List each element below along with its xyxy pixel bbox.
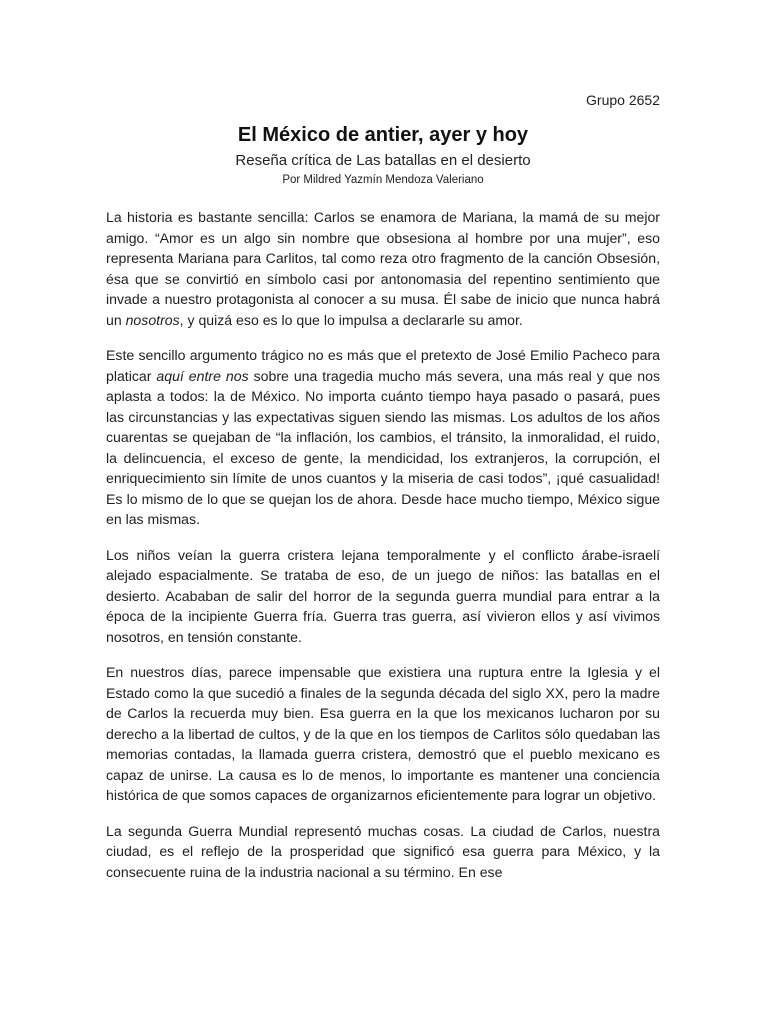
paragraph-1 <box>106 207 660 330</box>
paragraph-4: En nuestros días, parece impensable que existiera una ruptura entre la Iglesia y el Estado como la que sucedió a finales de la segunda década del siglo XX, pero la madre de Carlos la recuerda muy bien. Esa guerra en la que los mexicanos lucharon por su derecho a la libertad de cultos, y de la que en los tiempos de Carlitos sólo quedaban las memorias contadas, la llamada guerra cristera, demostró que el pueblo mexicano es capaz de unirse. La causa es lo de menos, lo importante es mantener una conciencia histórica de que somos capaces de organizarnos eficientemente para lograr un objetivo. <box>106 664 660 803</box>
paragraph-2-text-a: Este sencillo argumento trágico no es más que el pretexto de José Emilio Pacheco para platicar <box>106 347 660 384</box>
document-subtitle: Reseña crítica de Las batallas en el desierto <box>235 152 531 169</box>
paragraph-1-text-b: , y quizá eso es lo que lo impulsa a declararle su amor. <box>179 311 523 328</box>
document-title: El México de antier, ayer y hoy <box>237 124 529 146</box>
paragraph-2-italic: aquí entre nos <box>156 367 249 384</box>
paragraph-1-italic: nosotros <box>125 311 180 328</box>
paragraph-1-text-a: La historia es bastante sencilla: Carlos se enamora de Mariana, la mamá de su mejor amigo. “Amor es un algo sin nombre que obsesiona al hombre por una mujer”, eso representa Mariana para Carlitos, tal como reza otro fragmento de la canción Obsesión, ésa que se convirtió en símbolo casi por antonomasia del repentino sentimiento que invade a nuestro protagonista al conocer a su musa. Él sabe de inicio que nunca habrá un <box>106 209 660 328</box>
document-body <box>106 207 660 882</box>
paragraph-5: La segunda Guerra Mundial representó muchas cosas. La ciudad de Carlos, nuestra ciudad, es el reflejo de la prosperidad que significó esa guerra para México, y la consecuente ruina de la industria nacional a su término. En ese <box>106 822 660 880</box>
paragraph-2 <box>106 345 660 530</box>
paragraph-3: Los niños veían la guerra cristera lejana temporalmente y el conflicto árabe-israelí alejado espacialmente. Se trataba de eso, de un juego de niños: las batallas en el desierto. Acababan de salir del horror de la segunda guerra mundial para entrar a la época de la incipiente Guerra fría. Guerra tras guerra, así vivieron ellos y así vivimos nosotros, en tensión constante. <box>106 546 660 645</box>
document-author: Por Mildred Yazmín Mendoza Valeriano <box>282 174 484 186</box>
paragraph-2-text-b: sobre una tragedia mucho más severa, una más real y que nos aplasta a todos: la de México. No importa cuánto tiempo haya pasado o pasará, pues las circunstancias y las expectativas siguen siendo las mismas. Los adultos de los años cuarentas se quejaban de “la inflación, los cambios, el tránsito, la inmoralidad, el ruido, la delincuencia, el exceso de gente, la mendicidad, los extranjeros, la corrupción, el enriquecimiento sin límite de unos cuantos y la miseria de casi todos”, ¡qué casualidad! Es lo mismo de lo que se quejan los de ahora. Desde hace mucho tiempo, México sigue en las mismas. <box>106 367 660 527</box>
group-label: Grupo 2652 <box>586 92 660 108</box>
